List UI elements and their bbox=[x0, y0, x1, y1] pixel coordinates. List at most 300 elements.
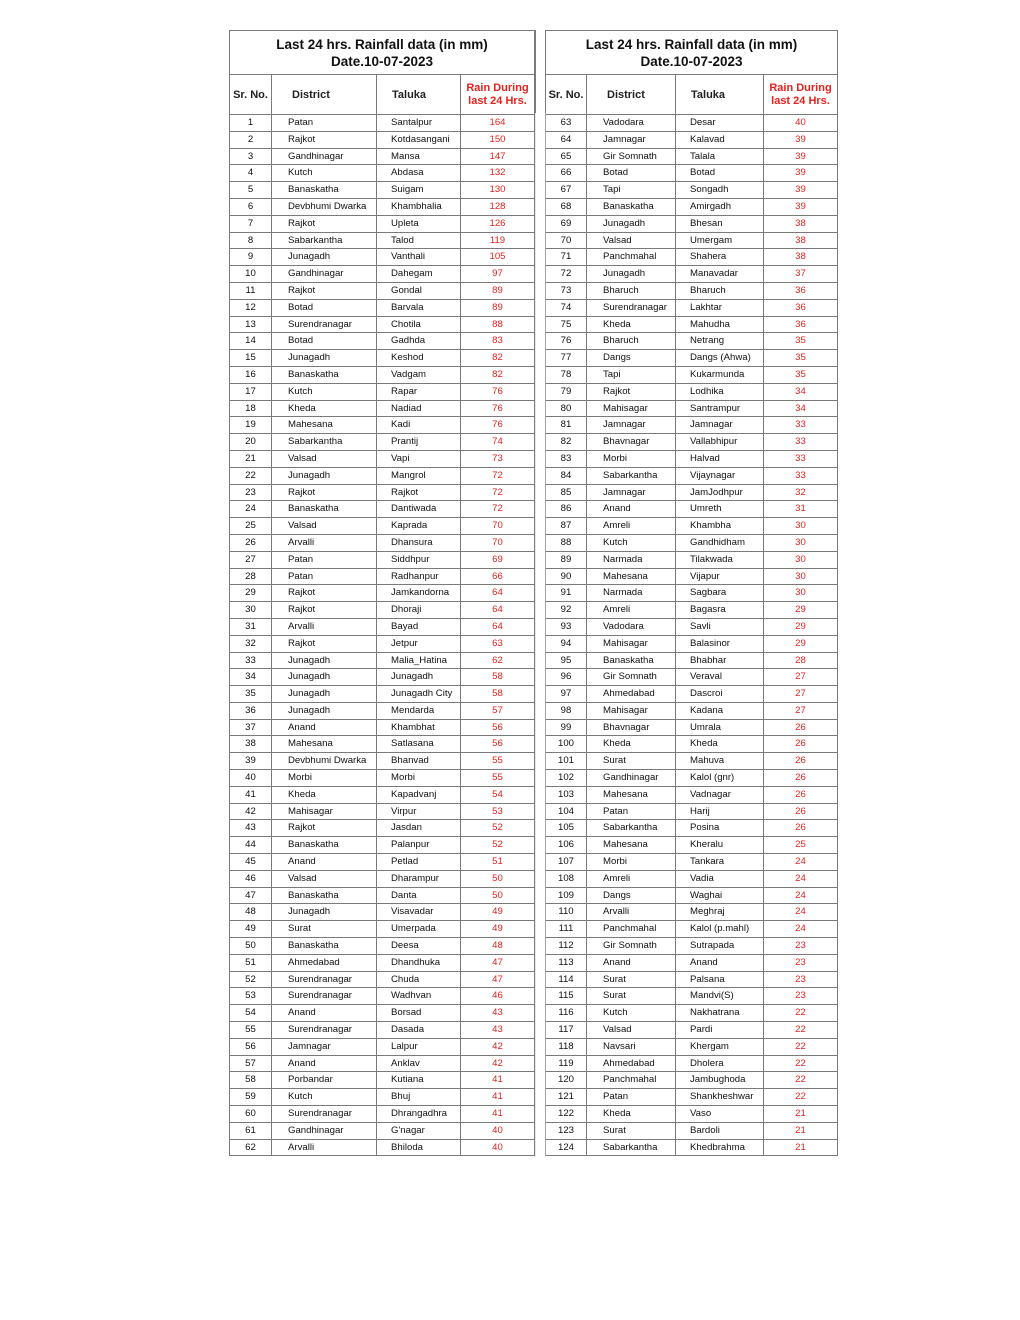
table-row bbox=[230, 165, 535, 182]
column-header-taluka: Taluka bbox=[676, 75, 764, 115]
table-row bbox=[546, 1089, 838, 1106]
sr-no-cell: 38 bbox=[230, 736, 272, 753]
rainfall-value-cell: 130 bbox=[461, 182, 535, 199]
taluka-cell: Songadh bbox=[676, 182, 764, 199]
rainfall-value-cell: 97 bbox=[461, 266, 535, 283]
taluka-cell: Dhandhuka bbox=[377, 954, 461, 971]
district-cell: Arvalli bbox=[272, 534, 377, 551]
sr-no-cell: 19 bbox=[230, 417, 272, 434]
table-row bbox=[230, 417, 535, 434]
taluka-cell: Anand bbox=[676, 954, 764, 971]
table-row bbox=[230, 467, 535, 484]
taluka-cell: Vanthali bbox=[377, 249, 461, 266]
taluka-cell: Vijapur bbox=[676, 568, 764, 585]
table-separator bbox=[535, 30, 545, 1156]
rainfall-value-cell: 69 bbox=[461, 551, 535, 568]
district-cell: Banaskatha bbox=[272, 366, 377, 383]
taluka-cell: Netrang bbox=[676, 333, 764, 350]
taluka-cell: Upleta bbox=[377, 215, 461, 232]
taluka-cell: Khedbrahma bbox=[676, 1139, 764, 1156]
rainfall-value-cell: 42 bbox=[461, 1038, 535, 1055]
taluka-cell: Anklav bbox=[377, 1055, 461, 1072]
sr-no-cell: 97 bbox=[546, 686, 587, 703]
table-row bbox=[230, 551, 535, 568]
taluka-cell: Rajkot bbox=[377, 484, 461, 501]
title-date: Date.10-07-2023 bbox=[640, 53, 743, 69]
taluka-cell: Vadnagar bbox=[676, 786, 764, 803]
sr-no-cell: 58 bbox=[230, 1072, 272, 1089]
rainfall-value-cell: 89 bbox=[461, 299, 535, 316]
sr-no-cell: 50 bbox=[230, 938, 272, 955]
district-cell: Patan bbox=[587, 1089, 676, 1106]
table-row bbox=[230, 736, 535, 753]
rainfall-value-cell: 40 bbox=[764, 115, 838, 132]
rainfall-value-cell: 39 bbox=[764, 182, 838, 199]
table-row bbox=[230, 148, 535, 165]
rainfall-value-cell: 24 bbox=[764, 904, 838, 921]
rainfall-value-cell: 41 bbox=[461, 1089, 535, 1106]
sr-no-cell: 114 bbox=[546, 971, 587, 988]
taluka-cell: Gadhda bbox=[377, 333, 461, 350]
district-cell: Junagadh bbox=[272, 249, 377, 266]
sr-no-cell: 99 bbox=[546, 719, 587, 736]
district-cell: Mahesana bbox=[272, 417, 377, 434]
taluka-cell: Savli bbox=[676, 618, 764, 635]
rainfall-value-cell: 36 bbox=[764, 282, 838, 299]
sr-no-cell: 63 bbox=[546, 115, 587, 132]
rainfall-value-cell: 72 bbox=[461, 484, 535, 501]
district-cell: Banaskatha bbox=[272, 182, 377, 199]
sr-no-cell: 56 bbox=[230, 1038, 272, 1055]
sr-no-cell: 10 bbox=[230, 266, 272, 283]
district-cell: Sabarkantha bbox=[587, 467, 676, 484]
district-cell: Rajkot bbox=[272, 585, 377, 602]
sr-no-cell: 14 bbox=[230, 333, 272, 350]
rainfall-value-cell: 56 bbox=[461, 736, 535, 753]
taluka-cell: Bayad bbox=[377, 618, 461, 635]
rainfall-value-cell: 39 bbox=[764, 165, 838, 182]
rainfall-value-cell: 76 bbox=[461, 417, 535, 434]
table-row bbox=[230, 1089, 535, 1106]
district-cell: Junagadh bbox=[272, 652, 377, 669]
district-cell: Morbi bbox=[272, 770, 377, 787]
taluka-cell: Kalavad bbox=[676, 131, 764, 148]
taluka-cell: Mangrol bbox=[377, 467, 461, 484]
sr-no-cell: 122 bbox=[546, 1106, 587, 1123]
sr-no-cell: 116 bbox=[546, 1005, 587, 1022]
district-cell: Banaskatha bbox=[272, 938, 377, 955]
district-cell: Jamnagar bbox=[272, 1038, 377, 1055]
district-cell: Gandhinagar bbox=[587, 770, 676, 787]
district-cell: Surat bbox=[272, 921, 377, 938]
district-cell: Banaskatha bbox=[587, 652, 676, 669]
sr-no-cell: 35 bbox=[230, 686, 272, 703]
sr-no-cell: 53 bbox=[230, 988, 272, 1005]
table-row bbox=[546, 1122, 838, 1139]
rainfall-value-cell: 164 bbox=[461, 115, 535, 132]
sr-no-cell: 48 bbox=[230, 904, 272, 921]
table-row bbox=[230, 501, 535, 518]
table-row bbox=[546, 921, 838, 938]
sr-no-cell: 40 bbox=[230, 770, 272, 787]
taluka-cell: Jasdan bbox=[377, 820, 461, 837]
taluka-cell: Gandhidham bbox=[676, 534, 764, 551]
table-row bbox=[230, 1022, 535, 1039]
table-row bbox=[546, 467, 838, 484]
sr-no-cell: 34 bbox=[230, 669, 272, 686]
rainfall-value-cell: 35 bbox=[764, 366, 838, 383]
district-cell: Bharuch bbox=[587, 333, 676, 350]
taluka-cell: Desar bbox=[676, 115, 764, 132]
district-cell: Bhavnagar bbox=[587, 434, 676, 451]
sr-no-cell: 8 bbox=[230, 232, 272, 249]
district-cell: Junagadh bbox=[587, 266, 676, 283]
rainfall-value-cell: 26 bbox=[764, 719, 838, 736]
taluka-cell: Mendarda bbox=[377, 702, 461, 719]
taluka-cell: Veraval bbox=[676, 669, 764, 686]
district-cell: Vadodara bbox=[587, 618, 676, 635]
table-row bbox=[546, 182, 838, 199]
table-row bbox=[230, 1139, 535, 1156]
table-row bbox=[546, 568, 838, 585]
sr-no-cell: 59 bbox=[230, 1089, 272, 1106]
sr-no-cell: 28 bbox=[230, 568, 272, 585]
sr-no-cell: 92 bbox=[546, 602, 587, 619]
district-cell: Gandhinagar bbox=[272, 1122, 377, 1139]
taluka-cell: Vallabhipur bbox=[676, 434, 764, 451]
sr-no-cell: 18 bbox=[230, 400, 272, 417]
sr-no-cell: 13 bbox=[230, 316, 272, 333]
rainfall-value-cell: 35 bbox=[764, 350, 838, 367]
sr-no-cell: 76 bbox=[546, 333, 587, 350]
table-row bbox=[546, 148, 838, 165]
table-row bbox=[546, 1139, 838, 1156]
taluka-cell: Wadhvan bbox=[377, 988, 461, 1005]
rainfall-value-cell: 33 bbox=[764, 467, 838, 484]
district-cell: Amreli bbox=[587, 602, 676, 619]
sr-no-cell: 24 bbox=[230, 501, 272, 518]
district-cell: Rajkot bbox=[272, 215, 377, 232]
taluka-cell: Malia_Hatina bbox=[377, 652, 461, 669]
district-cell: Sabarkantha bbox=[587, 1139, 676, 1156]
district-cell: Devbhumi Dwarka bbox=[272, 753, 377, 770]
sr-no-cell: 117 bbox=[546, 1022, 587, 1039]
sr-no-cell: 20 bbox=[230, 434, 272, 451]
table-row bbox=[230, 333, 535, 350]
taluka-cell: Virpur bbox=[377, 803, 461, 820]
table-row bbox=[546, 316, 838, 333]
taluka-cell: Jamkandorna bbox=[377, 585, 461, 602]
rainfall-value-cell: 58 bbox=[461, 669, 535, 686]
district-cell: Kheda bbox=[272, 400, 377, 417]
table-row bbox=[230, 803, 535, 820]
table-row bbox=[546, 602, 838, 619]
rainfall-value-cell: 34 bbox=[764, 383, 838, 400]
sr-no-cell: 79 bbox=[546, 383, 587, 400]
taluka-cell: Jamnagar bbox=[676, 417, 764, 434]
sr-no-cell: 26 bbox=[230, 534, 272, 551]
table-row bbox=[230, 602, 535, 619]
rainfall-value-cell: 22 bbox=[764, 1089, 838, 1106]
sr-no-cell: 68 bbox=[546, 198, 587, 215]
district-cell: Navsari bbox=[587, 1038, 676, 1055]
sr-no-cell: 16 bbox=[230, 366, 272, 383]
rainfall-value-cell: 43 bbox=[461, 1022, 535, 1039]
table-row bbox=[546, 1005, 838, 1022]
rainfall-value-cell: 49 bbox=[461, 921, 535, 938]
rainfall-value-cell: 30 bbox=[764, 518, 838, 535]
table-row bbox=[230, 938, 535, 955]
rainfall-value-cell: 42 bbox=[461, 1055, 535, 1072]
table-row bbox=[230, 383, 535, 400]
district-cell: Valsad bbox=[272, 870, 377, 887]
rainfall-value-cell: 26 bbox=[764, 736, 838, 753]
rainfall-value-cell: 39 bbox=[764, 198, 838, 215]
rainfall-value-cell: 30 bbox=[764, 551, 838, 568]
district-cell: Sabarkantha bbox=[272, 232, 377, 249]
table-row bbox=[546, 501, 838, 518]
rainfall-value-cell: 55 bbox=[461, 770, 535, 787]
district-cell: Patan bbox=[272, 551, 377, 568]
sr-no-cell: 83 bbox=[546, 450, 587, 467]
rainfall-value-cell: 38 bbox=[764, 232, 838, 249]
taluka-cell: Lodhika bbox=[676, 383, 764, 400]
taluka-cell: Bagasra bbox=[676, 602, 764, 619]
sr-no-cell: 21 bbox=[230, 450, 272, 467]
table-row bbox=[230, 1106, 535, 1123]
taluka-cell: Waghai bbox=[676, 887, 764, 904]
table-row bbox=[546, 618, 838, 635]
column-header-district: District bbox=[587, 75, 676, 115]
sr-no-cell: 98 bbox=[546, 702, 587, 719]
table-row bbox=[230, 870, 535, 887]
district-cell: Anand bbox=[272, 719, 377, 736]
sr-no-cell: 85 bbox=[546, 484, 587, 501]
taluka-cell: Khergam bbox=[676, 1038, 764, 1055]
district-cell: Arvalli bbox=[272, 1139, 377, 1156]
taluka-cell: Pardi bbox=[676, 1022, 764, 1039]
rainfall-value-cell: 49 bbox=[461, 904, 535, 921]
district-cell: Anand bbox=[272, 1055, 377, 1072]
sr-no-cell: 62 bbox=[230, 1139, 272, 1156]
district-cell: Kutch bbox=[587, 534, 676, 551]
sr-no-cell: 15 bbox=[230, 350, 272, 367]
sr-no-cell: 57 bbox=[230, 1055, 272, 1072]
table-row bbox=[230, 215, 535, 232]
rainfall-value-cell: 22 bbox=[764, 1038, 838, 1055]
taluka-cell: Bhanvad bbox=[377, 753, 461, 770]
rainfall-value-cell: 51 bbox=[461, 854, 535, 871]
rainfall-value-cell: 36 bbox=[764, 316, 838, 333]
table-row bbox=[546, 551, 838, 568]
district-cell: Dangs bbox=[587, 350, 676, 367]
sr-no-cell: 22 bbox=[230, 467, 272, 484]
table-row bbox=[230, 131, 535, 148]
district-cell: Valsad bbox=[587, 1022, 676, 1039]
rainfall-value-cell: 33 bbox=[764, 417, 838, 434]
taluka-cell: Petlad bbox=[377, 854, 461, 871]
sr-no-cell: 66 bbox=[546, 165, 587, 182]
taluka-cell: Prantij bbox=[377, 434, 461, 451]
district-cell: Panchmahal bbox=[587, 921, 676, 938]
taluka-cell: Tilakwada bbox=[676, 551, 764, 568]
rainfall-value-cell: 32 bbox=[764, 484, 838, 501]
taluka-cell: Bhuj bbox=[377, 1089, 461, 1106]
taluka-cell: Santalpur bbox=[377, 115, 461, 132]
table-row bbox=[230, 904, 535, 921]
sr-no-cell: 65 bbox=[546, 148, 587, 165]
rainfall-value-cell: 30 bbox=[764, 585, 838, 602]
district-cell: Porbandar bbox=[272, 1072, 377, 1089]
district-cell: Panchmahal bbox=[587, 249, 676, 266]
district-cell: Junagadh bbox=[272, 467, 377, 484]
district-cell: Rajkot bbox=[272, 282, 377, 299]
sr-no-cell: 30 bbox=[230, 602, 272, 619]
sr-no-cell: 36 bbox=[230, 702, 272, 719]
table-row bbox=[546, 1072, 838, 1089]
taluka-cell: Dangs (Ahwa) bbox=[676, 350, 764, 367]
rainfall-value-cell: 33 bbox=[764, 450, 838, 467]
sr-no-cell: 70 bbox=[546, 232, 587, 249]
taluka-cell: Dholera bbox=[676, 1055, 764, 1072]
rainfall-table-left bbox=[229, 30, 535, 1156]
rainfall-value-cell: 64 bbox=[461, 585, 535, 602]
taluka-cell: Umerpada bbox=[377, 921, 461, 938]
rainfall-value-cell: 64 bbox=[461, 618, 535, 635]
table-row bbox=[546, 299, 838, 316]
district-cell: Valsad bbox=[272, 518, 377, 535]
sr-no-cell: 81 bbox=[546, 417, 587, 434]
taluka-cell: Borsad bbox=[377, 1005, 461, 1022]
district-cell: Amreli bbox=[587, 870, 676, 887]
sr-no-cell: 71 bbox=[546, 249, 587, 266]
district-cell: Surat bbox=[587, 971, 676, 988]
sr-no-cell: 5 bbox=[230, 182, 272, 199]
taluka-cell: Dantiwada bbox=[377, 501, 461, 518]
district-cell: Surendranagar bbox=[272, 1106, 377, 1123]
table-row bbox=[230, 954, 535, 971]
district-cell: Tapi bbox=[587, 366, 676, 383]
sr-no-cell: 72 bbox=[546, 266, 587, 283]
table-row bbox=[546, 232, 838, 249]
sr-no-cell: 118 bbox=[546, 1038, 587, 1055]
district-cell: Jamnagar bbox=[587, 484, 676, 501]
district-cell: Mahesana bbox=[272, 736, 377, 753]
sr-no-cell: 33 bbox=[230, 652, 272, 669]
sr-no-cell: 11 bbox=[230, 282, 272, 299]
taluka-cell: Nadiad bbox=[377, 400, 461, 417]
district-cell: Ahmedabad bbox=[272, 954, 377, 971]
taluka-cell: Abdasa bbox=[377, 165, 461, 182]
taluka-cell: Dasada bbox=[377, 1022, 461, 1039]
table-row bbox=[546, 366, 838, 383]
district-cell: Bharuch bbox=[587, 282, 676, 299]
taluka-cell: Dhoraji bbox=[377, 602, 461, 619]
sr-no-cell: 95 bbox=[546, 652, 587, 669]
table-row bbox=[230, 585, 535, 602]
taluka-cell: JamJodhpur bbox=[676, 484, 764, 501]
district-cell: Tapi bbox=[587, 182, 676, 199]
taluka-cell: Mansa bbox=[377, 148, 461, 165]
rainfall-value-cell: 38 bbox=[764, 249, 838, 266]
table-row bbox=[546, 1055, 838, 1072]
table-row bbox=[230, 434, 535, 451]
table-row bbox=[230, 366, 535, 383]
district-cell: Anand bbox=[587, 501, 676, 518]
district-cell: Kutch bbox=[272, 1089, 377, 1106]
taluka-cell: Morbi bbox=[377, 770, 461, 787]
table-row bbox=[230, 753, 535, 770]
table-row bbox=[230, 1005, 535, 1022]
district-cell: Kheda bbox=[587, 316, 676, 333]
taluka-cell: Satlasana bbox=[377, 736, 461, 753]
taluka-cell: Harij bbox=[676, 803, 764, 820]
rainfall-value-cell: 30 bbox=[764, 534, 838, 551]
district-cell: Gandhinagar bbox=[272, 266, 377, 283]
taluka-cell: Radhanpur bbox=[377, 568, 461, 585]
taluka-cell: Dharampur bbox=[377, 870, 461, 887]
sr-no-cell: 121 bbox=[546, 1089, 587, 1106]
sr-no-cell: 55 bbox=[230, 1022, 272, 1039]
district-cell: Narmada bbox=[587, 551, 676, 568]
sr-no-cell: 101 bbox=[546, 753, 587, 770]
rainfall-value-cell: 105 bbox=[461, 249, 535, 266]
table-row bbox=[230, 820, 535, 837]
rainfall-value-cell: 21 bbox=[764, 1139, 838, 1156]
sr-no-cell: 103 bbox=[546, 786, 587, 803]
sr-no-cell: 27 bbox=[230, 551, 272, 568]
rainfall-value-cell: 41 bbox=[461, 1106, 535, 1123]
taluka-cell: Santrampur bbox=[676, 400, 764, 417]
table-title bbox=[546, 31, 838, 75]
district-cell: Patan bbox=[272, 115, 377, 132]
sr-no-cell: 112 bbox=[546, 938, 587, 955]
district-cell: Mahisagar bbox=[587, 400, 676, 417]
rainfall-value-cell: 89 bbox=[461, 282, 535, 299]
district-cell: Surat bbox=[587, 988, 676, 1005]
taluka-cell: Kheralu bbox=[676, 837, 764, 854]
sr-no-cell: 110 bbox=[546, 904, 587, 921]
taluka-cell: Lakhtar bbox=[676, 299, 764, 316]
table-row bbox=[230, 400, 535, 417]
taluka-cell: Jambughoda bbox=[676, 1072, 764, 1089]
sr-no-cell: 111 bbox=[546, 921, 587, 938]
sr-no-cell: 93 bbox=[546, 618, 587, 635]
taluka-cell: Danta bbox=[377, 887, 461, 904]
district-cell: Junagadh bbox=[272, 702, 377, 719]
table-row bbox=[546, 484, 838, 501]
sr-no-cell: 52 bbox=[230, 971, 272, 988]
table-row bbox=[546, 971, 838, 988]
table-row bbox=[230, 1038, 535, 1055]
sr-no-cell: 124 bbox=[546, 1139, 587, 1156]
rainfall-value-cell: 50 bbox=[461, 870, 535, 887]
sr-no-cell: 115 bbox=[546, 988, 587, 1005]
table-row bbox=[546, 753, 838, 770]
taluka-cell: Kalol (p.mahl) bbox=[676, 921, 764, 938]
rainfall-value-cell: 26 bbox=[764, 753, 838, 770]
district-cell: Surat bbox=[587, 753, 676, 770]
taluka-cell: Kapadvanj bbox=[377, 786, 461, 803]
table-row bbox=[546, 954, 838, 971]
table-row bbox=[546, 417, 838, 434]
sr-no-cell: 17 bbox=[230, 383, 272, 400]
title-date: Date.10-07-2023 bbox=[330, 53, 434, 69]
rainfall-value-cell: 21 bbox=[764, 1106, 838, 1123]
rainfall-value-cell: 66 bbox=[461, 568, 535, 585]
taluka-cell: Talod bbox=[377, 232, 461, 249]
rainfall-value-cell: 50 bbox=[461, 887, 535, 904]
